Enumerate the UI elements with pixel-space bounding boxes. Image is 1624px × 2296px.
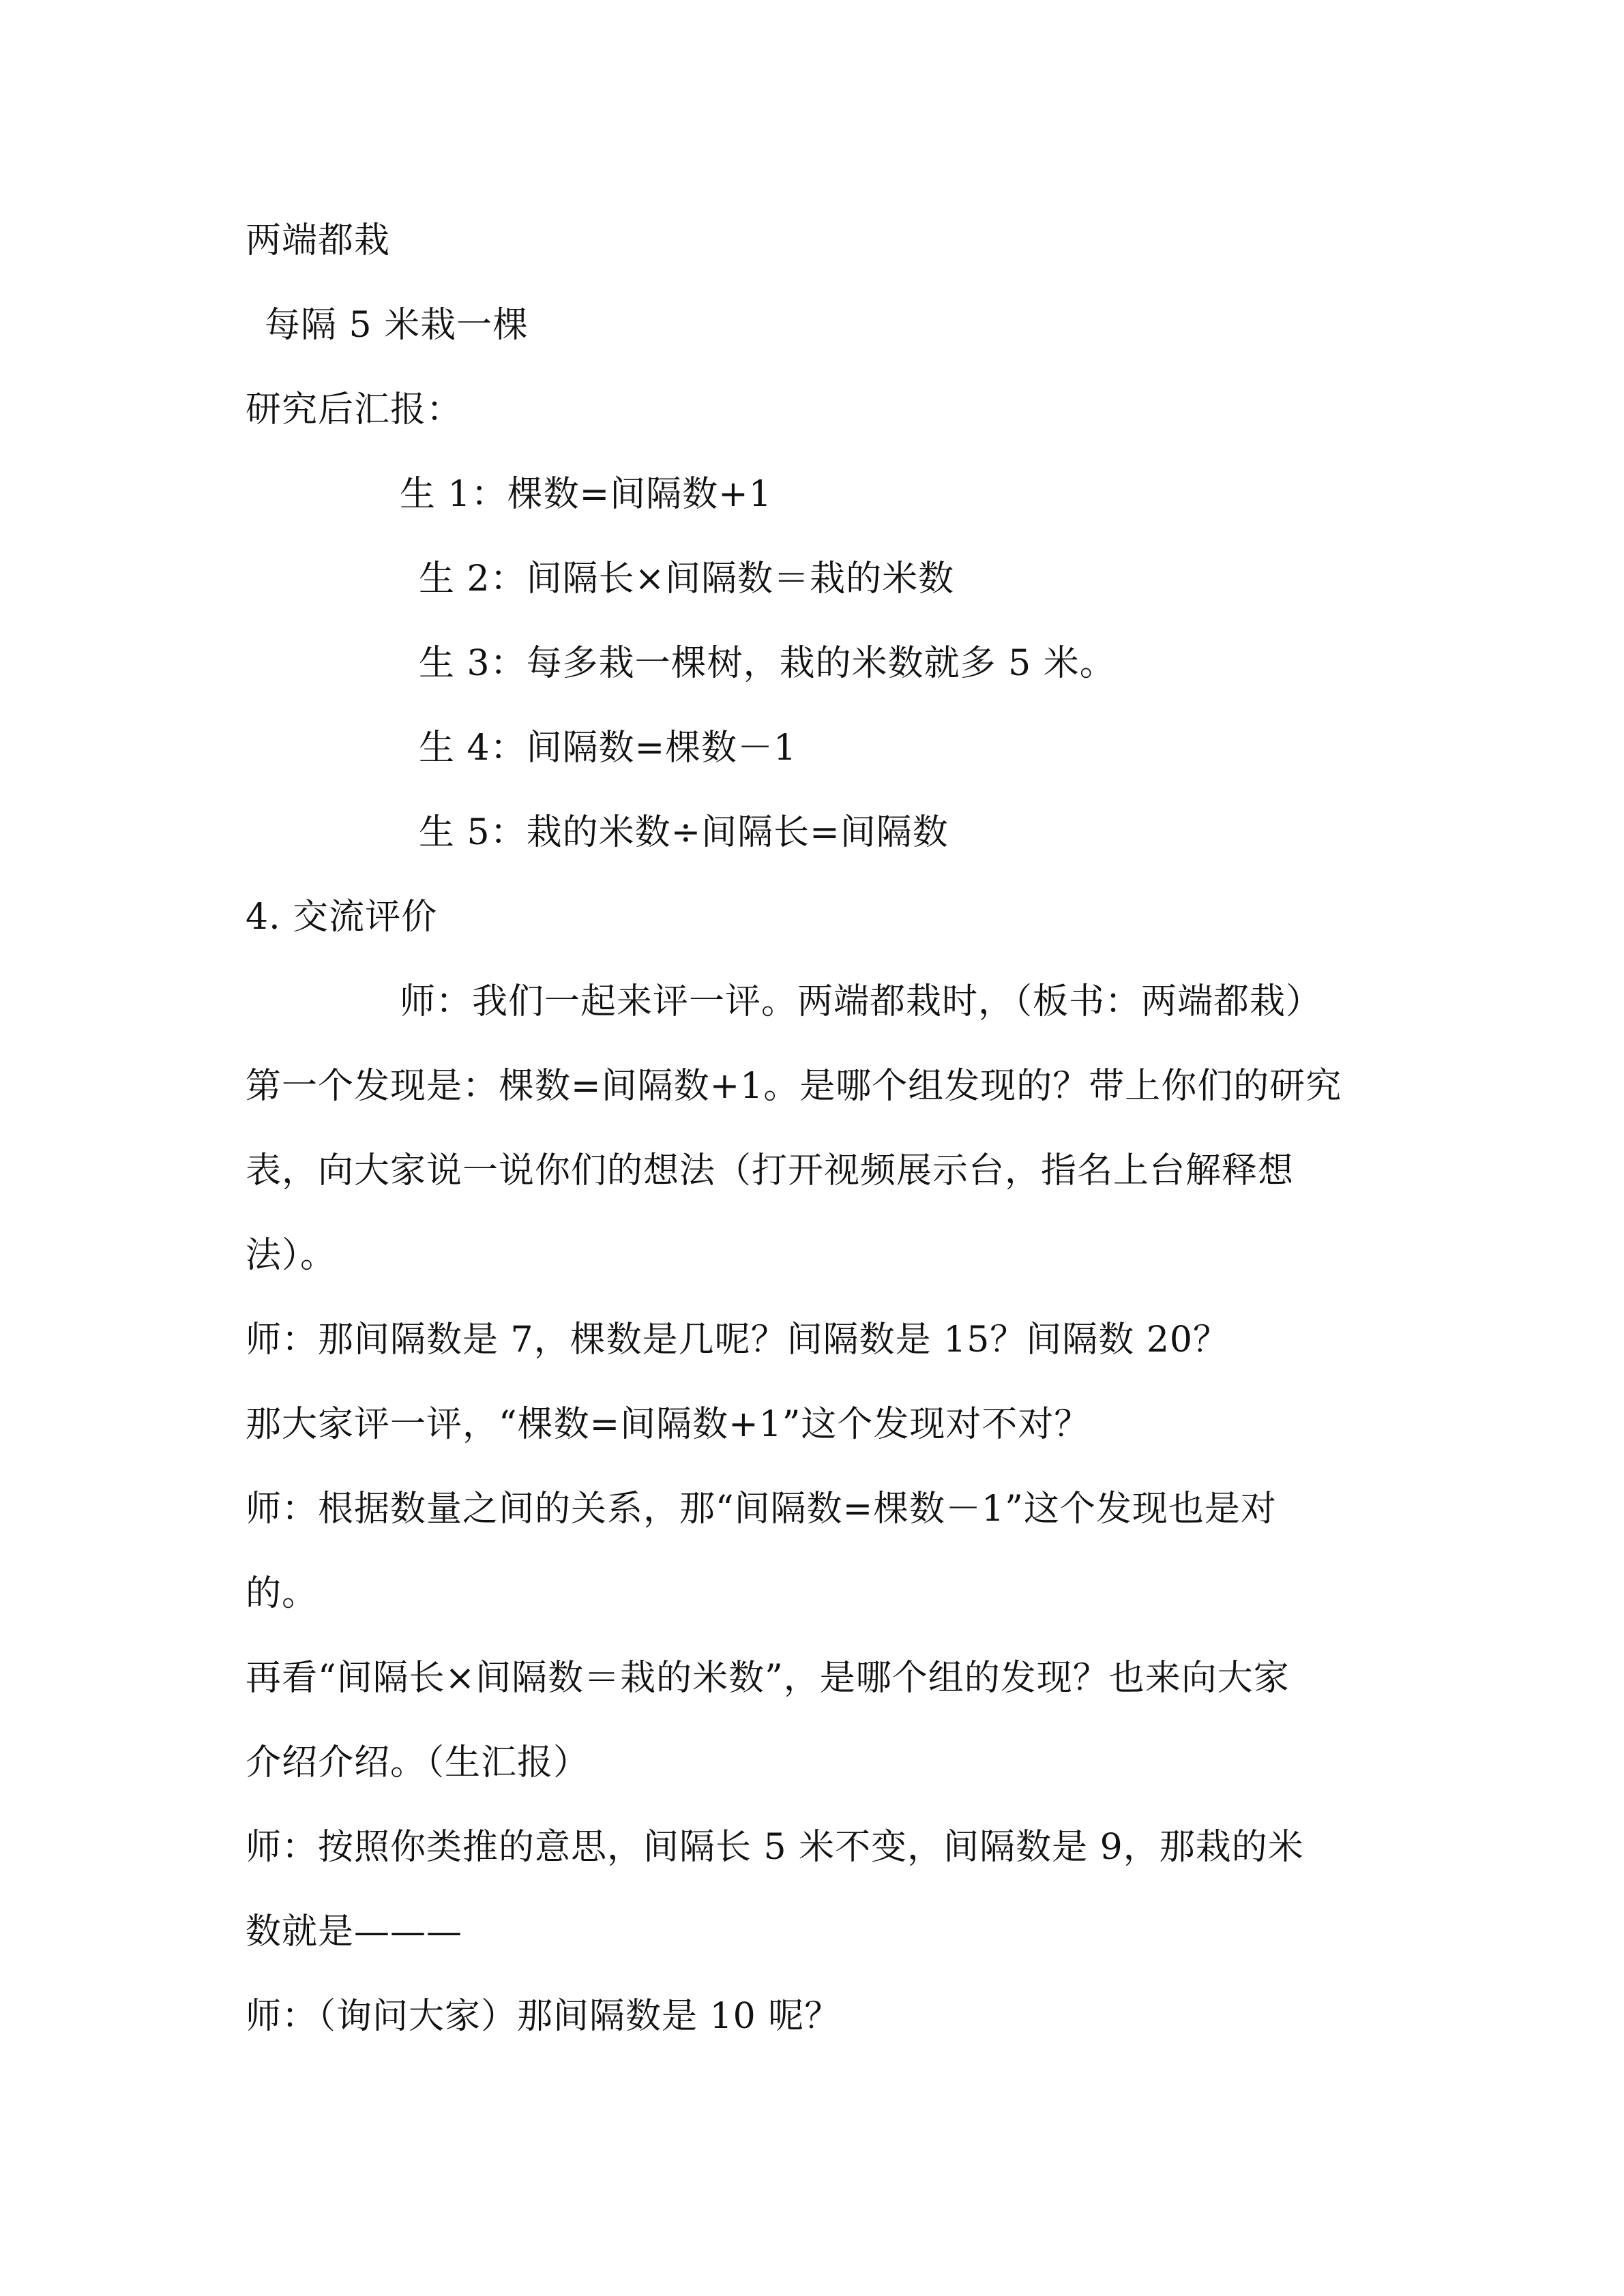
paragraph-line: 再看“间隔长×间隔数＝栽的米数”，是哪个组的发现？也来向大家 bbox=[246, 1658, 1290, 1699]
paragraph-line: 表，向大家说一说你们的想法（打开视频展示台，指名上台解释想 bbox=[246, 1150, 1295, 1191]
paragraph-line: 第一个发现是：棵数=间隔数+1。是哪个组发现的？带上你们的研究 bbox=[246, 1066, 1342, 1107]
student-finding-1: 生 1：棵数=间隔数+1 bbox=[400, 474, 772, 515]
paragraph-line: 数就是——— bbox=[246, 1911, 463, 1952]
report-heading: 研究后汇报： bbox=[246, 389, 463, 430]
paragraph-line: 师：根据数量之间的关系，那“间隔数=棵数－1”这个发现也是对 bbox=[246, 1489, 1277, 1530]
paragraph-line: 师：按照你类推的意思，间隔长 5 米不变，间隔数是 9，那栽的米 bbox=[246, 1827, 1304, 1868]
student-finding-5: 生 5：栽的米数÷间隔长=间隔数 bbox=[419, 812, 949, 853]
paragraph-line: 介绍介绍。（生汇报） bbox=[246, 1742, 590, 1783]
student-finding-2: 生 2：间隔长×间隔数＝栽的米数 bbox=[419, 558, 955, 599]
student-finding-4: 生 4：间隔数=棵数－1 bbox=[419, 728, 797, 769]
section-heading-exchange: 4. 交流评价 bbox=[246, 897, 438, 938]
paragraph-line: 师：我们一起来评一评。两端都栽时，（板书：两端都栽） bbox=[400, 981, 1323, 1022]
paragraph-line: 的。 bbox=[246, 1573, 319, 1614]
condition-interval: 每隔 5 米栽一棵 bbox=[265, 305, 529, 346]
paragraph-line: 师：那间隔数是 7，棵数是几呢？间隔数是 15？间隔数 20？ bbox=[246, 1320, 1230, 1360]
heading-both-ends: 两端都栽 bbox=[246, 220, 391, 261]
paragraph-line: 那大家评一评，“棵数=间隔数+1”这个发现对不对？ bbox=[246, 1404, 1091, 1445]
student-finding-3: 生 3：每多栽一棵树，栽的米数就多 5 米。 bbox=[419, 643, 1116, 684]
paragraph-line: 师：（询问大家）那间隔数是 10 呢？ bbox=[246, 1996, 841, 2037]
paragraph-line: 法）。 bbox=[246, 1235, 337, 1276]
